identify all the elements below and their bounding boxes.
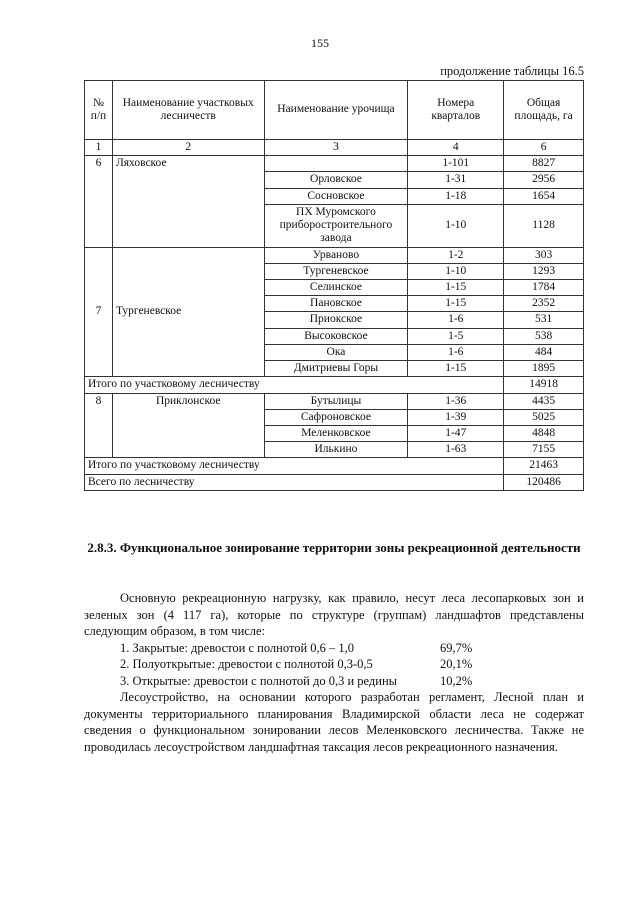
quarters-cell: 1-63 xyxy=(408,442,504,458)
table-row xyxy=(85,156,584,172)
page-number: 155 xyxy=(311,36,329,50)
body-text xyxy=(84,590,584,755)
tract-name: Дмитриевы Горы xyxy=(264,361,408,377)
tract-name: Сосновское xyxy=(264,188,408,204)
column-number: 3 xyxy=(264,140,408,156)
subtotal-row xyxy=(85,377,584,393)
row-number: 7 xyxy=(85,247,113,377)
quarters-cell: 1-39 xyxy=(408,409,504,425)
column-number: 4 xyxy=(408,140,504,156)
area-cell: 484 xyxy=(504,344,584,360)
list-item xyxy=(84,673,584,690)
area-cell: 1128 xyxy=(504,204,584,247)
column-number-row xyxy=(85,140,584,156)
total-row xyxy=(85,474,584,490)
area-cell: 1784 xyxy=(504,279,584,295)
column-number: 1 xyxy=(85,140,113,156)
area-cell: 531 xyxy=(504,312,584,328)
header-number: № п/п xyxy=(85,81,113,140)
quarters-cell: 1-15 xyxy=(408,279,504,295)
tract-name: Ока xyxy=(264,344,408,360)
area-cell: 1895 xyxy=(504,361,584,377)
area-cell: 303 xyxy=(504,247,584,263)
forestry-table xyxy=(84,80,584,491)
area-cell: 1654 xyxy=(504,188,584,204)
district-name: Тургеневское xyxy=(112,247,264,377)
header-district: Наименование участковых лесничеств xyxy=(112,81,264,140)
paragraph: Лесоустройство, на основании которого разработан регламент, Лесной план и документы территориального планирования Владимирской области леса не содержат сведения о функциональном зонировании лесов Меленковского лесничества. Также не проводилась лесоустройством ландшафтная таксация лесов рекреационного назначения. xyxy=(84,690,584,754)
quarters-cell: 1-31 xyxy=(408,172,504,188)
area-cell: 7155 xyxy=(504,442,584,458)
area-cell: 4848 xyxy=(504,425,584,441)
tract-name: Урваново xyxy=(264,247,408,263)
tract-name: Сафроновское xyxy=(264,409,408,425)
list-item-value: 10,2% xyxy=(440,673,473,688)
tract-name: Илькино xyxy=(264,442,408,458)
header-area: Общая площадь, га xyxy=(504,81,584,140)
list-item-value: 20,1% xyxy=(440,657,473,671)
area-cell: 2956 xyxy=(504,172,584,188)
table-header-row xyxy=(85,81,584,140)
quarters-cell: 1-47 xyxy=(408,425,504,441)
paragraph: Основную рекреационную нагрузку, как правило, несут леса лесопарковых зон и зеленых зон (4 117 га), которые по структуре (группам) ландшафтов представлены следующим образом, в том числе: xyxy=(84,591,584,638)
quarters-cell: 1-10 xyxy=(408,204,504,247)
table-row xyxy=(85,247,584,263)
quarters-cell: 1-101 xyxy=(408,156,504,172)
tract-name xyxy=(264,156,408,172)
tract-name: Бутылицы xyxy=(264,393,408,409)
quarters-cell: 1-15 xyxy=(408,361,504,377)
subtotal-area: 21463 xyxy=(504,458,584,474)
total-label: Всего по лесничеству xyxy=(85,474,504,490)
subtotal-area: 14918 xyxy=(504,377,584,393)
quarters-cell: 1-10 xyxy=(408,263,504,279)
tract-name: ПХ Муромского приборостроительного завода xyxy=(264,204,408,247)
table-row xyxy=(85,393,584,409)
quarters-cell: 1-18 xyxy=(408,188,504,204)
district-name: Приклонское xyxy=(112,393,264,458)
list-item-value: 69,7% xyxy=(440,640,473,655)
quarters-cell: 1-6 xyxy=(408,344,504,360)
tract-name: Тургеневское xyxy=(264,263,408,279)
tract-name: Приокское xyxy=(264,312,408,328)
quarters-cell: 1-36 xyxy=(408,393,504,409)
tract-name: Меленковское xyxy=(264,425,408,441)
header-tract: Наименование урочища xyxy=(264,81,408,140)
tract-name: Орловское xyxy=(264,172,408,188)
area-cell: 5025 xyxy=(504,409,584,425)
area-cell: 2352 xyxy=(504,296,584,312)
row-number: 6 xyxy=(85,156,113,247)
tract-name: Пановское xyxy=(264,296,408,312)
area-cell: 4435 xyxy=(504,393,584,409)
subtotal-label: Итого по участковому лесничеству xyxy=(85,458,504,474)
row-number: 8 xyxy=(85,393,113,458)
list-item-label: 1. Закрытые: древостои с полнотой 0,6 – 1,0 xyxy=(120,640,355,655)
list-item xyxy=(84,640,584,657)
table-continuation-caption: продолжение таблицы 16.5 xyxy=(440,64,584,78)
list-item-label: 3. Открытые: древостои с полнотой до 0,3 и редины xyxy=(120,673,398,688)
quarters-cell: 1-6 xyxy=(408,312,504,328)
area-cell: 1293 xyxy=(504,263,584,279)
column-number: 2 xyxy=(112,140,264,156)
tract-name: Селинское xyxy=(264,279,408,295)
area-cell: 8827 xyxy=(504,156,584,172)
quarters-cell: 1-15 xyxy=(408,296,504,312)
subtotal-label: Итого по участковому лесничеству xyxy=(85,377,504,393)
total-area: 120486 xyxy=(504,474,584,490)
tract-name: Высоковское xyxy=(264,328,408,344)
subtotal-row xyxy=(85,458,584,474)
quarters-cell: 1-2 xyxy=(408,247,504,263)
list-item xyxy=(84,656,584,673)
header-quarters: Номера кварталов xyxy=(408,81,504,140)
district-name: Ляховское xyxy=(112,156,264,247)
quarters-cell: 1-5 xyxy=(408,328,504,344)
list-item-label: 2. Полуоткрытые: древостои с полнотой 0,3-0,5 xyxy=(120,657,373,671)
column-number: 6 xyxy=(504,140,584,156)
area-cell: 538 xyxy=(504,328,584,344)
section-heading: 2.8.3. Функциональное зонирование территории зоны рекреационной деятельности xyxy=(87,540,581,555)
